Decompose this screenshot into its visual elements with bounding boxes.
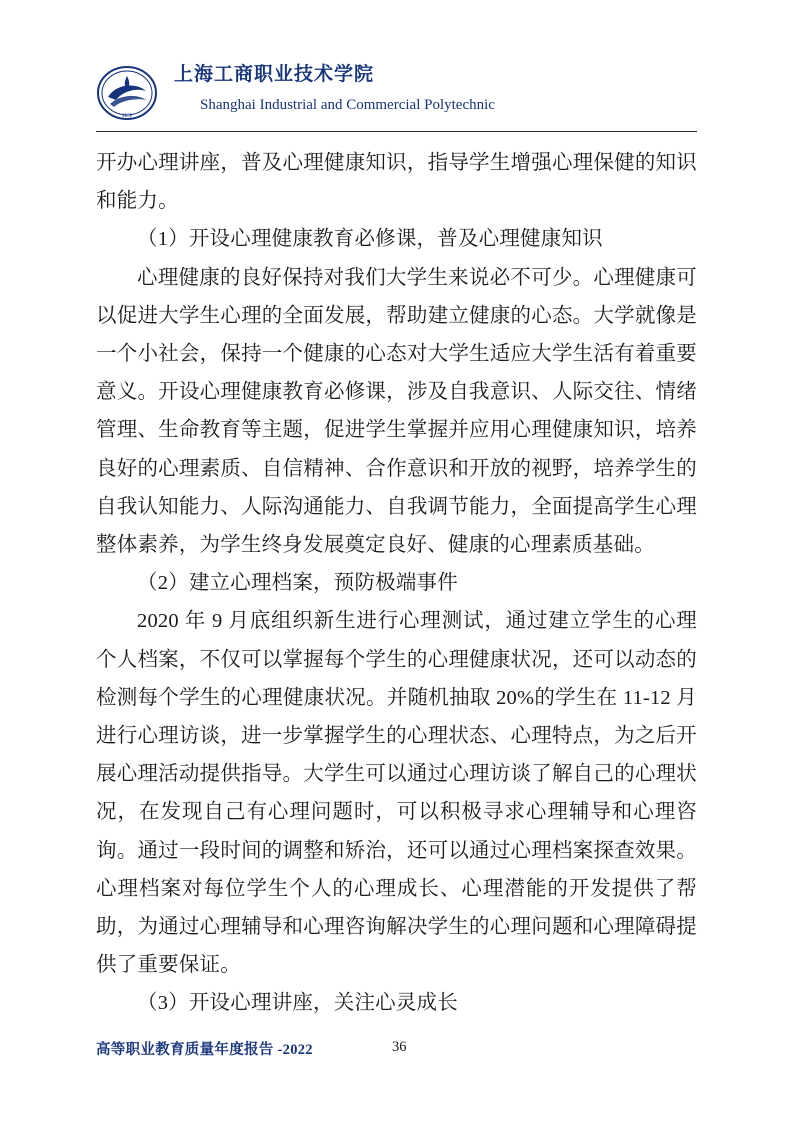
page-header <box>96 62 696 124</box>
page-number: 36 <box>392 1039 407 1055</box>
body-paragraph: （3）开设心理讲座，关注心灵成长 <box>137 992 458 1015</box>
body-paragraph: （1）开设心理健康教育必修课，普及心理健康知识 <box>137 228 603 251</box>
body-paragraph: （2）建立心理档案，预防极端事件 <box>137 572 458 595</box>
svg-text:SICP: SICP <box>121 114 133 119</box>
header-title-cn: 上海工商职业技术学院 <box>174 64 375 85</box>
university-crest-icon <box>96 64 158 122</box>
document-body <box>96 144 697 1023</box>
header-divider <box>96 131 697 132</box>
body-paragraph: 开办心理讲座，普及心理健康知识，指导学生增强心理保健的知识和能力。 <box>96 152 697 213</box>
footer-report-title: 高等职业教育质量年度报告 -2022 <box>96 1042 313 1058</box>
header-titles <box>174 62 694 116</box>
body-paragraph: 心理健康的良好保持对我们大学生来说必不可少。心理健康可以促进大学生心理的全面发展，帮助建立健康的心态。大学就像是一个小社会，保持一个健康的心态对大学生适应大学生活有着重要意义。开设心理健康教育必修课，涉及自我意识、人际交往、情绪管理、生命教育等主题，促进学生掌握并应用心理健康知识，培养良好的心理素质、自信精神、合作意识和开放的视野，培养学生的自我认知能力、人际沟通能力、自我调节能力，全面提高学生心理整体素养，为学生终身发展奠定良好、健康的心理素质基础。 <box>96 266 697 557</box>
body-paragraph: 2020 年 9 月底组织新生进行心理测试，通过建立学生的心理个人档案，不仅可以掌握每个学生的心理健康状况，还可以动态的检测每个学生的心理健康状况。并随机抽取 20%的学生在 11-12 月进行心理访谈，进一步掌握学生的心理状态、心理特点，为之后开展心理活动提供指导。大学生可以通过心理访谈了解自己的心理状况，在发现自己有心理问题时，可以积极寻求心理辅导和心理咨询。通过一段时间的调整和矫治，还可以通过心理档案探查效果。心理档案对每位学生个人的心理成长、心理潜能的开发提供了帮助，为通过心理辅导和心理咨询解决学生的心理问题和心理障碍提供了重要保证。 <box>96 610 697 977</box>
page-footer <box>96 1038 697 1062</box>
header-title-en: Shanghai Industrial and Commercial Polytechnic <box>200 97 495 113</box>
